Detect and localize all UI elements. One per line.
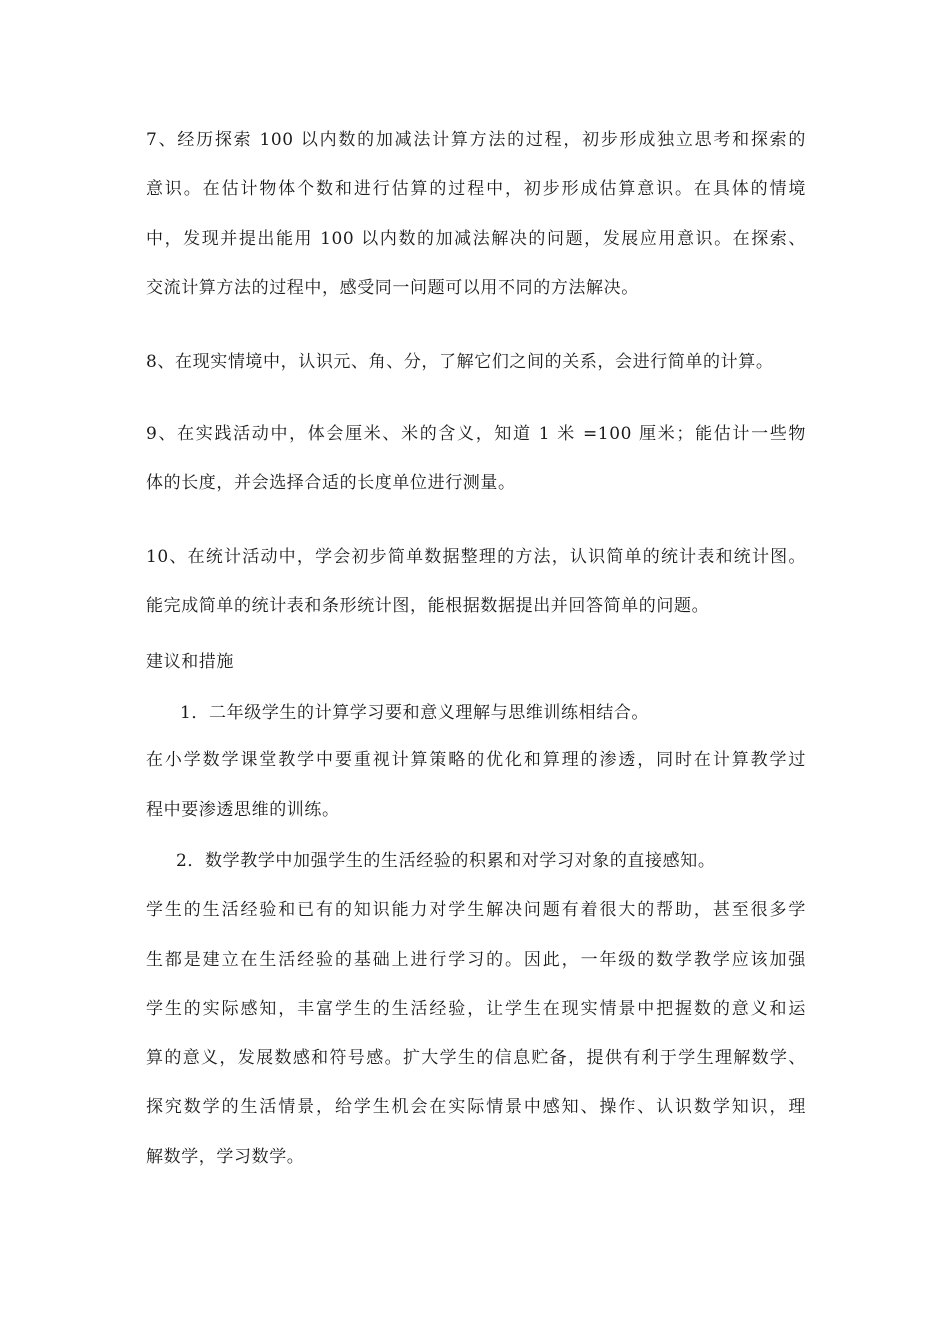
paragraph-7-line-3: 中，发现并提出能用 100 以内数的加减法解决的问题，发展应用意识。在探索、 xyxy=(146,229,806,249)
suggestion-1-body-line-2: 程中要渗透思维的训练。 xyxy=(146,800,340,820)
suggestion-2-body-line-3: 学生的实际感知，丰富学生的生活经验，让学生在现实情景中把握数的意义和运 xyxy=(146,999,806,1019)
suggestion-2-heading: 2．数学教学中加强学生的生活经验的积累和对学习对象的直接感知。 xyxy=(176,851,716,871)
paragraph-10-line-1: 10、在统计活动中，学会初步简单数据整理的方法，认识简单的统计表和统计图。 xyxy=(146,547,806,567)
paragraph-10-line-2: 能完成简单的统计表和条形统计图，能根据数据提出并回答简单的问题。 xyxy=(146,596,710,616)
paragraph-7-line-2: 意识。在估计物体个数和进行估算的过程中，初步形成估算意识。在具体的情境 xyxy=(146,179,806,199)
suggestion-2-body-line-5: 探究数学的生活情景，给学生机会在实际情景中感知、操作、认识数学知识，理 xyxy=(146,1097,806,1117)
suggestion-2-body-line-2: 生都是建立在生活经验的基础上进行学习的。因此，一年级的数学教学应该加强 xyxy=(146,950,806,970)
suggestion-2-body-line-1: 学生的生活经验和已有的知识能力对学生解决问题有着很大的帮助，甚至很多学 xyxy=(146,900,806,920)
section-title: 建议和措施 xyxy=(146,652,234,672)
paragraph-9-line-1: 9、在实践活动中，体会厘米、米的含义，知道 1 米 =100 厘米；能估计一些物 xyxy=(146,424,806,444)
paragraph-7-line-1: 7、经历探索 100 以内数的加减法计算方法的过程，初步形成独立思考和探索的 xyxy=(146,130,806,150)
suggestion-1-body-line-1: 在小学数学课堂教学中要重视计算策略的优化和算理的渗透，同时在计算教学过 xyxy=(146,750,806,770)
suggestion-2-body-line-4: 算的意义，发展数感和符号感。扩大学生的信息贮备，提供有利于学生理解数学、 xyxy=(146,1048,806,1068)
paragraph-7-line-4: 交流计算方法的过程中，感受同一问题可以用不同的方法解决。 xyxy=(146,278,639,298)
suggestion-2-body-line-6: 解数学，学习数学。 xyxy=(146,1147,305,1167)
paragraph-8-line-1: 8、在现实情境中，认识元、角、分，了解它们之间的关系，会进行简单的计算。 xyxy=(146,352,774,372)
suggestion-1-heading: 1．二年级学生的计算学习要和意义理解与思维训练相结合。 xyxy=(180,703,650,723)
paragraph-9-line-2: 体的长度，并会选择合适的长度单位进行测量。 xyxy=(146,473,516,493)
